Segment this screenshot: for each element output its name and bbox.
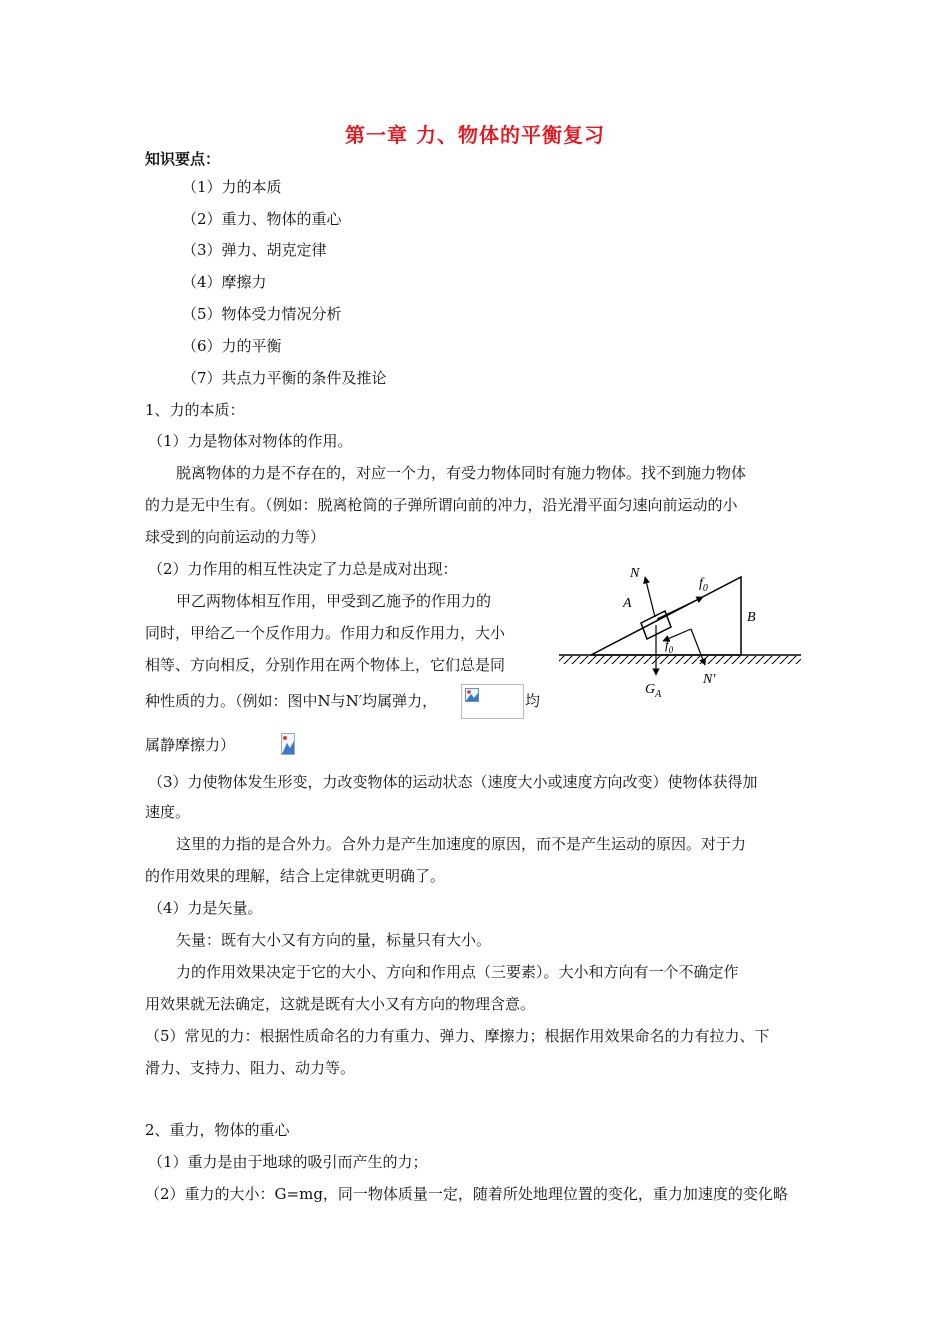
section1-p3-body: 这里的力指的是合外力。合外力是产生加速度的原因，而不是产生运动的原因。对于力 <box>176 835 747 853</box>
normal-force-arrow <box>645 577 655 617</box>
label-n: N <box>630 566 640 581</box>
knowledge-heading: 知识要点： <box>145 150 221 168</box>
label-a: A <box>623 596 632 611</box>
label-b: B <box>747 610 756 625</box>
section1-p1: （1）力是物体对物体的作用。 <box>148 432 353 450</box>
label-f0: $f_0$ <box>699 576 708 594</box>
label-n-prime: N′ <box>703 672 716 687</box>
page-title: 第一章 力、物体的平衡复习 <box>345 123 605 147</box>
label-g: $G_A$ <box>645 682 662 700</box>
outline-item: （7）共点力平衡的条件及推论 <box>182 369 387 387</box>
section1-p4-body: 矢量：既有大小又有方向的量，标量只有大小。 <box>176 931 492 949</box>
section1-p2-body: 相等、方向相反，分别作用在两个物体上，它们总是同 <box>145 656 506 674</box>
section1-p1-body: 脱离物体的力是不存在的，对应一个力，有受力物体同时有施力物体。找不到施力物体 <box>176 464 747 482</box>
section1-p1-body: 球受到的向前运动的力等） <box>145 528 326 546</box>
section1-p2-body: 甲乙两物体相互作用，甲受到乙施予的作用力的 <box>176 592 492 610</box>
friction-force-arrow <box>657 597 703 619</box>
section1-p1-body: 的力是无中生有。（例如：脱离枪筒的子弹所谓向前的冲力，沿光滑平面匀速向前运动的小 <box>145 496 738 514</box>
ground-hatch <box>559 656 801 664</box>
section1-p2: （2）力作用的相互性决定了力总是成对出现： <box>148 560 458 578</box>
section1-p2-body: 同时，甲给乙一个反作用力。作用力和反作用力，大小 <box>145 624 506 642</box>
section1-p3: 速度。 <box>145 803 191 821</box>
section1-p2-body-end: 均 <box>525 692 541 710</box>
section1-p5: 滑力、支持力、阻力、动力等。 <box>145 1059 356 1077</box>
section1-p4-body: 用效果就无法确定，这就是既有大小又有方向的物理含意。 <box>145 995 536 1013</box>
section1-p2-body: 种性质的力。（例如：图中N与N′均属弹力， <box>145 692 438 710</box>
inline-image-placeholder <box>461 684 524 719</box>
outline-item: （2）重力、物体的重心 <box>182 210 342 228</box>
section1-p3: （3）力使物体发生形变，力改变物体的运动状态（速度大小或速度方向改变）使物体获得加 <box>148 773 758 791</box>
section2-p2: （2）重力的大小：G=mg，同一物体质量一定，随着所处地理位置的变化，重力加速度的变化略 <box>145 1185 788 1203</box>
outline-item: （6）力的平衡 <box>182 337 282 355</box>
outline-item: （5）物体受力情况分析 <box>182 305 342 323</box>
section1-p5: （5）常见的力：根据性质命名的力有重力、弹力、摩擦力；根据作用效果命名的力有拉力、下 <box>145 1027 770 1045</box>
broken-image-icon <box>281 733 295 755</box>
incline-force-diagram <box>553 563 805 703</box>
section1-p4-body: 力的作用效果决定于它的大小、方向和作用点（三要素）。大小和方向有一个不确定作 <box>176 963 739 981</box>
section2-heading: 2、重力，物体的重心 <box>145 1121 290 1139</box>
outline-item: （3）弹力、胡克定律 <box>182 241 327 259</box>
outline-item: （1）力的本质 <box>182 178 282 196</box>
section2-p1: （1）重力是由于地球的吸引而产生的力； <box>148 1153 428 1171</box>
section1-heading: 1、力的本质： <box>145 401 245 419</box>
section1-p3-body: 的作用效果的理解，结合上定律就更明确了。 <box>145 867 446 885</box>
outline-item: （4）摩擦力 <box>182 273 267 291</box>
label-f0-prime: $f_0$ <box>665 637 674 655</box>
section1-p4: （4）力是矢量。 <box>148 899 263 917</box>
broken-image-icon <box>465 688 479 702</box>
section1-p2-body: 属静摩擦力） <box>145 736 236 754</box>
